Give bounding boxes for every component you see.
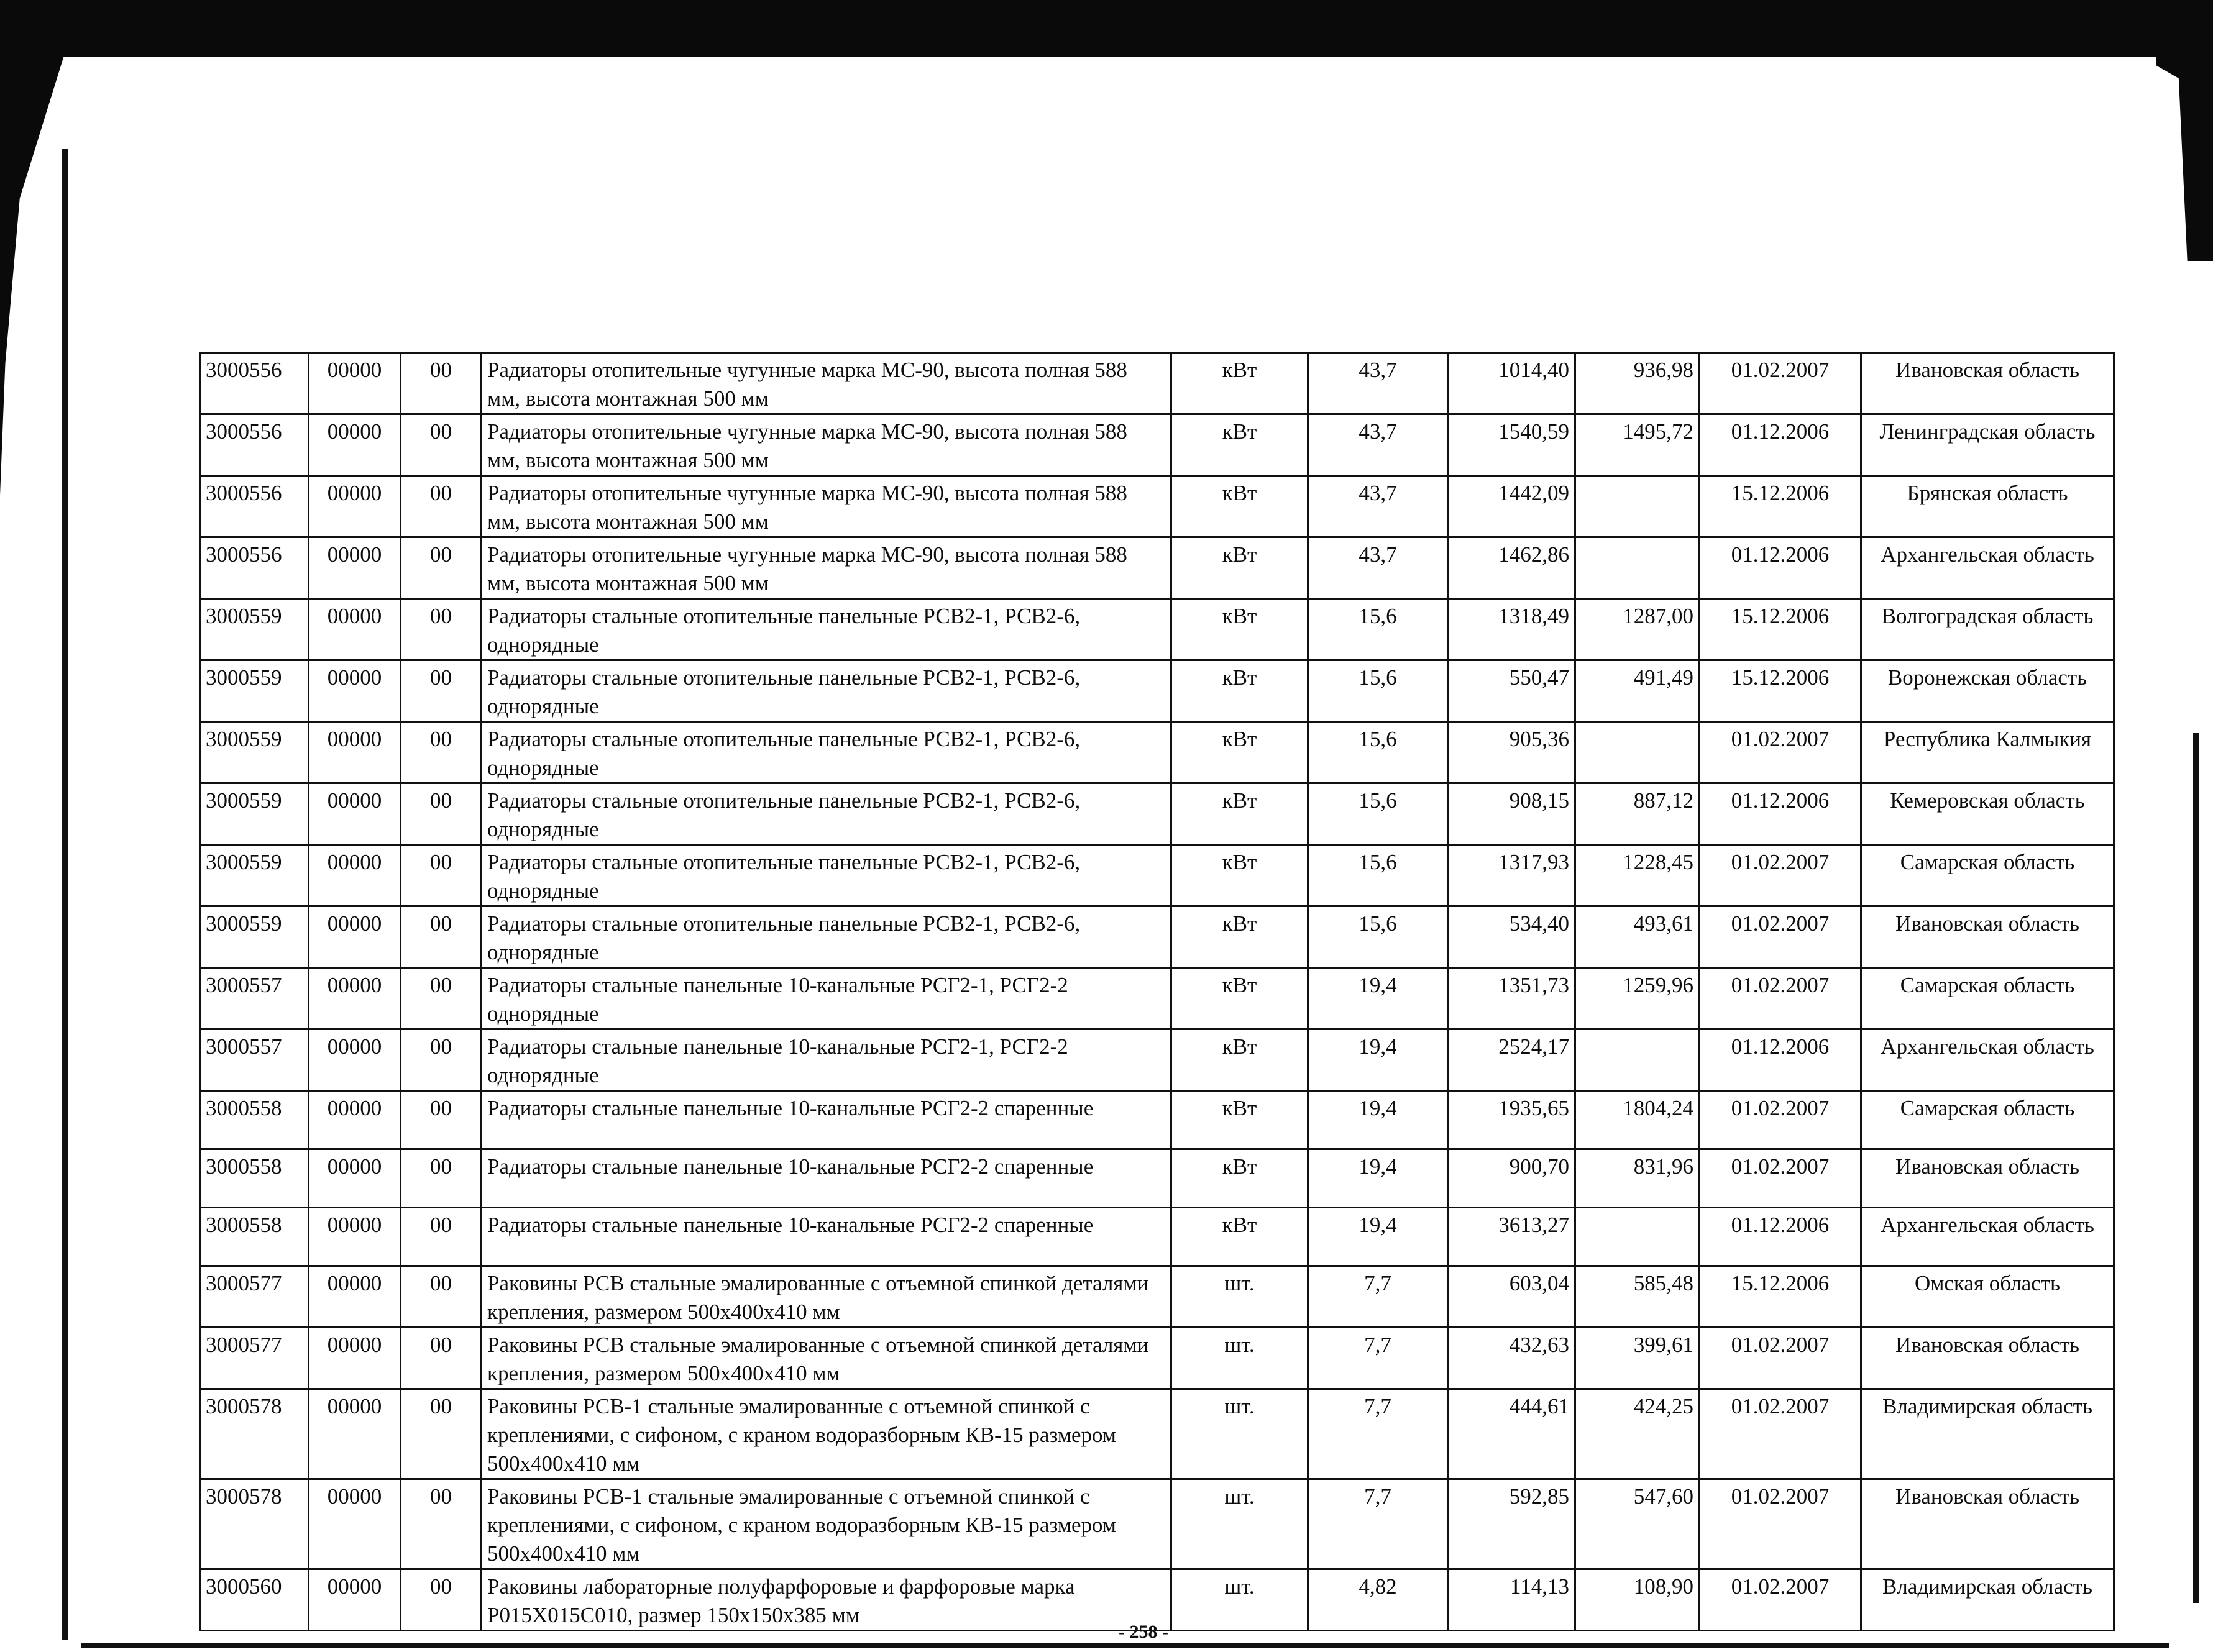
cell-item-name: Радиаторы отопительные чугунные марка МС-90, высота полная 588 мм, высота монтажная 500 мм: [482, 476, 1171, 537]
cell-subcode: 00000: [309, 1328, 401, 1389]
cell-quantity: 19,4: [1308, 968, 1448, 1029]
table-row: [200, 845, 2114, 906]
cell-item-name: Радиаторы отопительные чугунные марка МС-90, высота полная 588 мм, высота монтажная 500 мм: [482, 353, 1171, 414]
cell-subcode: 00000: [309, 537, 401, 599]
cell-subcode-2: 00: [401, 353, 482, 414]
cell-unit: кВт: [1171, 353, 1308, 414]
cell-subcode-2: 00: [401, 1149, 482, 1208]
cell-date: 15.12.2006: [1700, 599, 1861, 660]
cell-quantity: 7,7: [1308, 1328, 1448, 1389]
cell-subcode: 00000: [309, 1389, 401, 1479]
scan-border-right: [2156, 0, 2213, 261]
cell-price: 1317,93: [1448, 845, 1575, 906]
table-row: [200, 1328, 2114, 1389]
cell-code: 3000578: [200, 1479, 309, 1569]
cell-price-alt: 1804,24: [1575, 1091, 1700, 1149]
cell-price-alt: [1575, 537, 1700, 599]
scan-border-top: [0, 0, 2213, 57]
table-row: [200, 537, 2114, 599]
cell-unit: кВт: [1171, 537, 1308, 599]
table-row: [200, 660, 2114, 722]
cell-subcode-2: 00: [401, 476, 482, 537]
cell-quantity: 43,7: [1308, 476, 1448, 537]
table-row: [200, 1091, 2114, 1149]
table-row: [200, 414, 2114, 476]
scan-edge-right: [2193, 733, 2199, 1603]
cell-region: Архангельская область: [1861, 1208, 2114, 1266]
table-row: [200, 1266, 2114, 1328]
cell-price: 908,15: [1448, 783, 1575, 845]
cell-quantity: 15,6: [1308, 599, 1448, 660]
cell-price: 550,47: [1448, 660, 1575, 722]
cell-unit: шт.: [1171, 1328, 1308, 1389]
cell-quantity: 19,4: [1308, 1208, 1448, 1266]
cell-price: 1442,09: [1448, 476, 1575, 537]
cell-date: 15.12.2006: [1700, 476, 1861, 537]
cell-quantity: 7,7: [1308, 1389, 1448, 1479]
cell-unit: кВт: [1171, 414, 1308, 476]
cell-subcode-2: 00: [401, 1569, 482, 1631]
cell-item-name: Раковины РСВ стальные эмалированные с отъемной спинкой деталями крепления, размером 500х400х410 мм: [482, 1328, 1171, 1389]
cell-region: Ивановская область: [1861, 1479, 2114, 1569]
bottom-rule: [81, 1643, 2169, 1648]
cell-price-alt: 547,60: [1575, 1479, 1700, 1569]
cell-region: Омская область: [1861, 1266, 2114, 1328]
cell-price-alt: [1575, 1029, 1700, 1091]
cell-date: 01.02.2007: [1700, 1149, 1861, 1208]
cell-code: 3000556: [200, 537, 309, 599]
cell-code: 3000559: [200, 845, 309, 906]
cell-price-alt: 1287,00: [1575, 599, 1700, 660]
table-row: [200, 1149, 2114, 1208]
cell-date: 01.12.2006: [1700, 537, 1861, 599]
cell-unit: шт.: [1171, 1266, 1308, 1328]
cell-code: 3000557: [200, 968, 309, 1029]
cell-date: 15.12.2006: [1700, 660, 1861, 722]
cell-item-name: Радиаторы стальные панельные 10-канальные РСГ2-1, РСГ2-2 однорядные: [482, 1029, 1171, 1091]
cell-date: 01.12.2006: [1700, 414, 1861, 476]
cell-code: 3000559: [200, 722, 309, 783]
cell-region: Волгоградская область: [1861, 599, 2114, 660]
cell-region: Воронежская область: [1861, 660, 2114, 722]
cell-region: Кемеровская область: [1861, 783, 2114, 845]
cell-quantity: 15,6: [1308, 845, 1448, 906]
cell-subcode: 00000: [309, 414, 401, 476]
cell-subcode: 00000: [309, 353, 401, 414]
cell-code: 3000558: [200, 1091, 309, 1149]
cell-price-alt: 1228,45: [1575, 845, 1700, 906]
cell-date: 01.02.2007: [1700, 722, 1861, 783]
cell-subcode: 00000: [309, 1208, 401, 1266]
cell-price: 114,13: [1448, 1569, 1575, 1631]
cell-date: 01.02.2007: [1700, 1389, 1861, 1479]
cell-subcode: 00000: [309, 660, 401, 722]
cell-price-alt: 831,96: [1575, 1149, 1700, 1208]
cell-unit: кВт: [1171, 660, 1308, 722]
cell-price-alt: [1575, 476, 1700, 537]
cell-price: 1318,49: [1448, 599, 1575, 660]
cell-subcode-2: 00: [401, 1389, 482, 1479]
cell-unit: кВт: [1171, 968, 1308, 1029]
cell-subcode-2: 00: [401, 783, 482, 845]
cell-item-name: Радиаторы стальные отопительные панельные РСВ2-1, РСВ2-6, однорядные: [482, 660, 1171, 722]
cell-region: Архангельская область: [1861, 537, 2114, 599]
table-row: [200, 722, 2114, 783]
cell-subcode: 00000: [309, 783, 401, 845]
cell-subcode: 00000: [309, 722, 401, 783]
cell-subcode: 00000: [309, 599, 401, 660]
cell-quantity: 15,6: [1308, 783, 1448, 845]
cell-price: 2524,17: [1448, 1029, 1575, 1091]
cell-date: 01.02.2007: [1700, 353, 1861, 414]
cell-subcode-2: 00: [401, 1208, 482, 1266]
cell-code: 3000560: [200, 1569, 309, 1631]
cell-region: Ивановская область: [1861, 1149, 2114, 1208]
price-table-body: [200, 353, 2114, 1631]
cell-quantity: 19,4: [1308, 1091, 1448, 1149]
cell-code: 3000577: [200, 1328, 309, 1389]
cell-subcode: 00000: [309, 1569, 401, 1631]
cell-price: 1935,65: [1448, 1091, 1575, 1149]
cell-region: Архангельская область: [1861, 1029, 2114, 1091]
cell-unit: кВт: [1171, 599, 1308, 660]
cell-price-alt: 108,90: [1575, 1569, 1700, 1631]
cell-region: Владимирская область: [1861, 1569, 2114, 1631]
cell-subcode-2: 00: [401, 1266, 482, 1328]
cell-code: 3000559: [200, 783, 309, 845]
table-row: [200, 783, 2114, 845]
cell-region: Самарская область: [1861, 1091, 2114, 1149]
table-row: [200, 906, 2114, 968]
cell-item-name: Радиаторы стальные отопительные панельные РСВ2-1, РСВ2-6, однорядные: [482, 599, 1171, 660]
table-row: [200, 1479, 2114, 1569]
cell-date: 01.12.2006: [1700, 1208, 1861, 1266]
cell-region: Ивановская область: [1861, 353, 2114, 414]
cell-subcode-2: 00: [401, 1328, 482, 1389]
cell-price: 1351,73: [1448, 968, 1575, 1029]
cell-item-name: Радиаторы стальные отопительные панельные РСВ2-1, РСВ2-6, однорядные: [482, 722, 1171, 783]
cell-price-alt: 1259,96: [1575, 968, 1700, 1029]
cell-item-name: Раковины РСВ-1 стальные эмалированные с отъемной спинкой с креплениями, с сифоном, с краном водоразборным КВ-15 размером 500х400х410 мм: [482, 1389, 1171, 1479]
cell-price-alt: 887,12: [1575, 783, 1700, 845]
cell-date: 01.12.2006: [1700, 783, 1861, 845]
cell-code: 3000559: [200, 906, 309, 968]
cell-region: Владимирская область: [1861, 1389, 2114, 1479]
cell-quantity: 43,7: [1308, 353, 1448, 414]
cell-subcode: 00000: [309, 1266, 401, 1328]
table-row: [200, 968, 2114, 1029]
cell-price-alt: 1495,72: [1575, 414, 1700, 476]
cell-subcode-2: 00: [401, 968, 482, 1029]
cell-unit: кВт: [1171, 1149, 1308, 1208]
table-row: [200, 1208, 2114, 1266]
cell-price: 603,04: [1448, 1266, 1575, 1328]
cell-region: Самарская область: [1861, 845, 2114, 906]
cell-code: 3000556: [200, 353, 309, 414]
cell-code: 3000557: [200, 1029, 309, 1091]
cell-item-name: Радиаторы стальные панельные 10-канальные РСГ2-2 спаренные: [482, 1208, 1171, 1266]
cell-unit: шт.: [1171, 1389, 1308, 1479]
cell-item-name: Радиаторы стальные отопительные панельные РСВ2-1, РСВ2-6, однорядные: [482, 845, 1171, 906]
cell-price: 905,36: [1448, 722, 1575, 783]
cell-date: 15.12.2006: [1700, 1266, 1861, 1328]
cell-price-alt: 493,61: [1575, 906, 1700, 968]
cell-subcode: 00000: [309, 906, 401, 968]
cell-price: 432,63: [1448, 1328, 1575, 1389]
cell-unit: кВт: [1171, 783, 1308, 845]
cell-price: 1540,59: [1448, 414, 1575, 476]
cell-item-name: Радиаторы стальные отопительные панельные РСВ2-1, РСВ2-6, однорядные: [482, 906, 1171, 968]
cell-subcode-2: 00: [401, 1479, 482, 1569]
cell-code: 3000559: [200, 660, 309, 722]
cell-date: 01.12.2006: [1700, 1029, 1861, 1091]
cell-subcode-2: 00: [401, 722, 482, 783]
table-row: [200, 1029, 2114, 1091]
cell-region: Ленинградская область: [1861, 414, 2114, 476]
table-row: [200, 353, 2114, 414]
cell-price-alt: 585,48: [1575, 1266, 1700, 1328]
cell-quantity: 15,6: [1308, 722, 1448, 783]
cell-code: 3000556: [200, 414, 309, 476]
cell-date: 01.02.2007: [1700, 906, 1861, 968]
cell-unit: кВт: [1171, 722, 1308, 783]
cell-unit: кВт: [1171, 906, 1308, 968]
cell-date: 01.02.2007: [1700, 1479, 1861, 1569]
cell-price: 1462,86: [1448, 537, 1575, 599]
cell-unit: кВт: [1171, 476, 1308, 537]
cell-price: 3613,27: [1448, 1208, 1575, 1266]
cell-subcode-2: 00: [401, 537, 482, 599]
cell-date: 01.02.2007: [1700, 1091, 1861, 1149]
cell-quantity: 19,4: [1308, 1149, 1448, 1208]
cell-subcode-2: 00: [401, 1091, 482, 1149]
cell-item-name: Радиаторы стальные панельные 10-канальные РСГ2-2 спаренные: [482, 1149, 1171, 1208]
table-row: [200, 599, 2114, 660]
cell-price-alt: [1575, 1208, 1700, 1266]
cell-price-alt: 399,61: [1575, 1328, 1700, 1389]
cell-quantity: 7,7: [1308, 1266, 1448, 1328]
cell-quantity: 19,4: [1308, 1029, 1448, 1091]
cell-date: 01.02.2007: [1700, 845, 1861, 906]
cell-price-alt: [1575, 722, 1700, 783]
cell-item-name: Раковины РСВ-1 стальные эмалированные с отъемной спинкой с креплениями, с сифоном, с краном водоразборным КВ-15 размером 500х400х410 мм: [482, 1479, 1171, 1569]
cell-code: 3000556: [200, 476, 309, 537]
cell-unit: шт.: [1171, 1479, 1308, 1569]
cell-unit: кВт: [1171, 1029, 1308, 1091]
cell-region: Самарская область: [1861, 968, 2114, 1029]
cell-code: 3000559: [200, 599, 309, 660]
cell-subcode: 00000: [309, 1479, 401, 1569]
cell-item-name: Радиаторы стальные панельные 10-канальные РСГ2-1, РСГ2-2 однорядные: [482, 968, 1171, 1029]
cell-item-name: Радиаторы отопительные чугунные марка МС-90, высота полная 588 мм, высота монтажная 500 мм: [482, 414, 1171, 476]
cell-unit: кВт: [1171, 1208, 1308, 1266]
page-number: - 258 -: [1119, 1622, 1168, 1642]
cell-date: 01.02.2007: [1700, 1569, 1861, 1631]
cell-subcode: 00000: [309, 968, 401, 1029]
cell-quantity: 15,6: [1308, 906, 1448, 968]
cell-region: Республика Калмыкия: [1861, 722, 2114, 783]
cell-price: 534,40: [1448, 906, 1575, 968]
cell-subcode-2: 00: [401, 414, 482, 476]
cell-price-alt: 491,49: [1575, 660, 1700, 722]
cell-region: Ивановская область: [1861, 1328, 2114, 1389]
cell-date: 01.02.2007: [1700, 968, 1861, 1029]
cell-region: Ивановская область: [1861, 906, 2114, 968]
cell-subcode-2: 00: [401, 599, 482, 660]
cell-subcode: 00000: [309, 1029, 401, 1091]
cell-quantity: 15,6: [1308, 660, 1448, 722]
table-row: [200, 1389, 2114, 1479]
cell-price: 1014,40: [1448, 353, 1575, 414]
cell-unit: шт.: [1171, 1569, 1308, 1631]
cell-subcode-2: 00: [401, 660, 482, 722]
cell-date: 01.02.2007: [1700, 1328, 1861, 1389]
cell-item-name: Раковины лабораторные полуфарфоровые и фарфоровые марка Р015Х015С010, размер 150х150х385 мм: [482, 1569, 1171, 1631]
cell-quantity: 4,82: [1308, 1569, 1448, 1631]
cell-subcode-2: 00: [401, 906, 482, 968]
cell-subcode-2: 00: [401, 845, 482, 906]
cell-code: 3000578: [200, 1389, 309, 1479]
cell-subcode: 00000: [309, 1091, 401, 1149]
cell-price: 900,70: [1448, 1149, 1575, 1208]
cell-quantity: 7,7: [1308, 1479, 1448, 1569]
cell-price: 592,85: [1448, 1479, 1575, 1569]
cell-price: 444,61: [1448, 1389, 1575, 1479]
cell-quantity: 43,7: [1308, 537, 1448, 599]
cell-price-alt: 424,25: [1575, 1389, 1700, 1479]
cell-price-alt: 936,98: [1575, 353, 1700, 414]
cell-item-name: Раковины РСВ стальные эмалированные с отъемной спинкой деталями крепления, размером 500х400х410 мм: [482, 1266, 1171, 1328]
cell-code: 3000577: [200, 1266, 309, 1328]
scan-edge-left: [62, 149, 68, 1640]
cell-subcode: 00000: [309, 1149, 401, 1208]
cell-region: Брянская область: [1861, 476, 2114, 537]
cell-code: 3000558: [200, 1149, 309, 1208]
cell-item-name: Радиаторы стальные панельные 10-канальные РСГ2-2 спаренные: [482, 1091, 1171, 1149]
cell-item-name: Радиаторы стальные отопительные панельные РСВ2-1, РСВ2-6, однорядные: [482, 783, 1171, 845]
cell-subcode: 00000: [309, 845, 401, 906]
cell-subcode-2: 00: [401, 1029, 482, 1091]
cell-item-name: Радиаторы отопительные чугунные марка МС-90, высота полная 588 мм, высота монтажная 500 мм: [482, 537, 1171, 599]
cell-unit: кВт: [1171, 845, 1308, 906]
table-row: [200, 476, 2114, 537]
cell-unit: кВт: [1171, 1091, 1308, 1149]
cell-code: 3000558: [200, 1208, 309, 1266]
price-table: [199, 352, 2115, 1631]
cell-quantity: 43,7: [1308, 414, 1448, 476]
cell-subcode: 00000: [309, 476, 401, 537]
scan-border-left: [0, 0, 66, 1652]
